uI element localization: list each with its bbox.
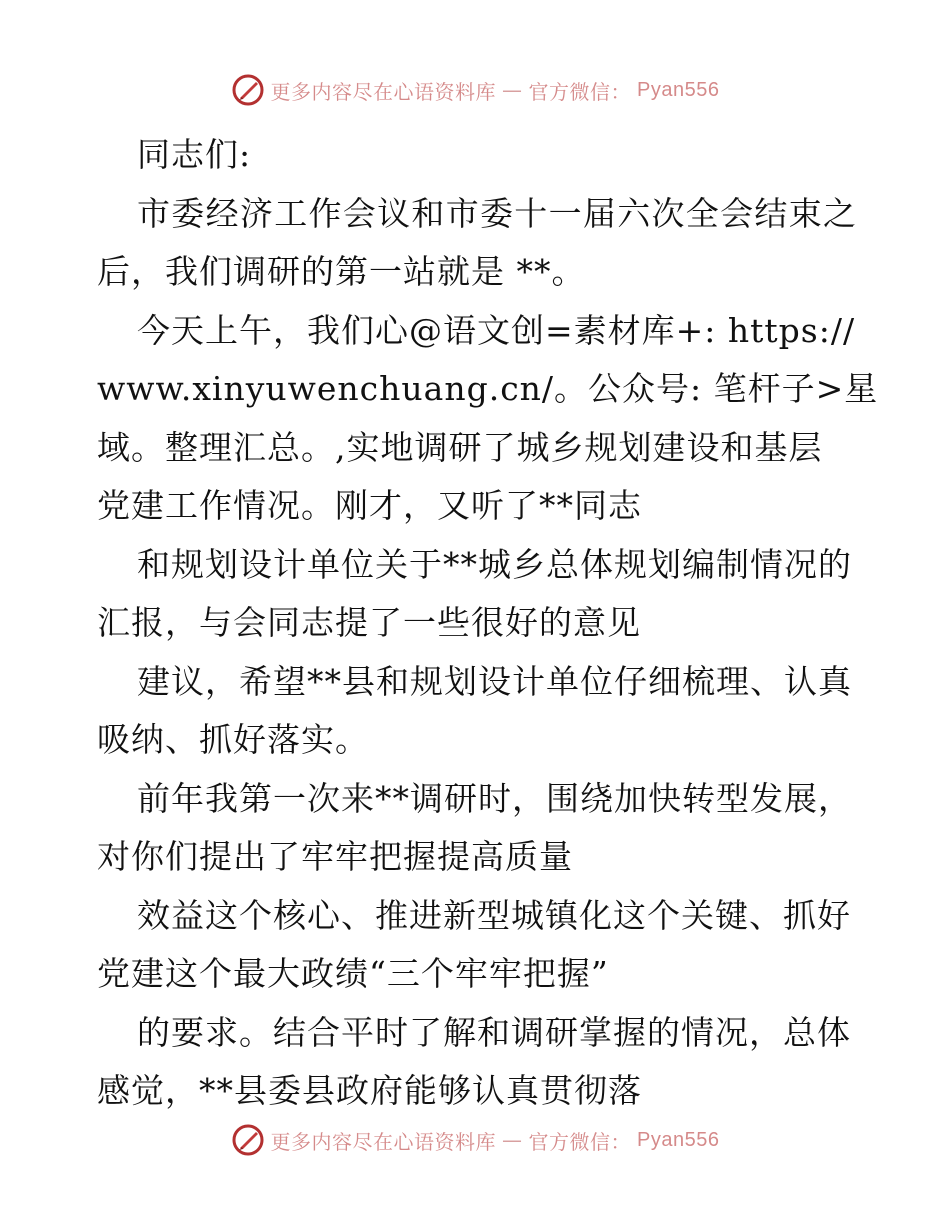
text-line: 今天上午，我们心@语文创=素材库+: https:// <box>137 310 856 350</box>
watermark-main-text: 更多内容尽在心语资料库 <box>270 1129 497 1154</box>
text-line: 后，我们调研的第一站就是 **。 <box>97 252 586 291</box>
watermark-handle: Pyan556 <box>637 1128 720 1151</box>
text-line: 汇报，与会同志提了一些很好的意见 <box>97 603 641 642</box>
watermark-main-text: 更多内容尽在心语资料库 <box>270 79 497 104</box>
text-line: 市委经济工作会议和市委十一届六次全会结束之 <box>137 193 857 233</box>
text-line: 党建这个最大政绩“三个牢牢把握” <box>97 954 609 993</box>
text-line: 同志们: <box>137 135 252 174</box>
text-line: 感觉，**县委县政府能够认真贯彻落 <box>97 1071 642 1110</box>
watermark-handle: Pyan556 <box>637 78 720 101</box>
watermark-content <box>231 1123 720 1157</box>
quill-pen-logo-icon <box>231 1123 265 1157</box>
quill-pen-logo-icon <box>231 73 265 107</box>
text-line: 对你们提出了牢牢把握提高质量 <box>97 837 573 876</box>
document-body <box>97 126 879 1121</box>
text-line: 党建工作情况。刚才，又听了**同志 <box>97 486 642 525</box>
header-watermark <box>0 70 950 110</box>
watermark-separator: — <box>502 1128 523 1152</box>
footer-watermark <box>0 1120 950 1160</box>
text-line: 建议，希望**县和规划设计单位仔细梳理、认真 <box>137 661 852 701</box>
watermark-official-label: 官方微信： <box>528 1129 632 1154</box>
watermark-content <box>231 73 720 107</box>
text-line: 和规划设计单位关于**城乡总体规划编制情况的 <box>137 544 852 584</box>
text-line: 的要求。结合平时了解和调研掌握的情况，总体 <box>137 1012 851 1052</box>
text-line: 吸纳、抓好落实。 <box>97 720 369 759</box>
text-line: 域。整理汇总。,实地调研了城乡规划建设和基层 <box>97 427 823 467</box>
text-line: www.xinyuwenchuang.cn/。公众号: 笔杆子>星 <box>97 369 879 408</box>
watermark-official-label: 官方微信： <box>528 79 632 104</box>
watermark-separator: — <box>502 78 523 102</box>
text-line: 效益这个核心、推进新型城镇化这个关键、抓好 <box>137 895 851 935</box>
text-line: 前年我第一次来**调研时，围绕加快转型发展， <box>137 778 852 818</box>
